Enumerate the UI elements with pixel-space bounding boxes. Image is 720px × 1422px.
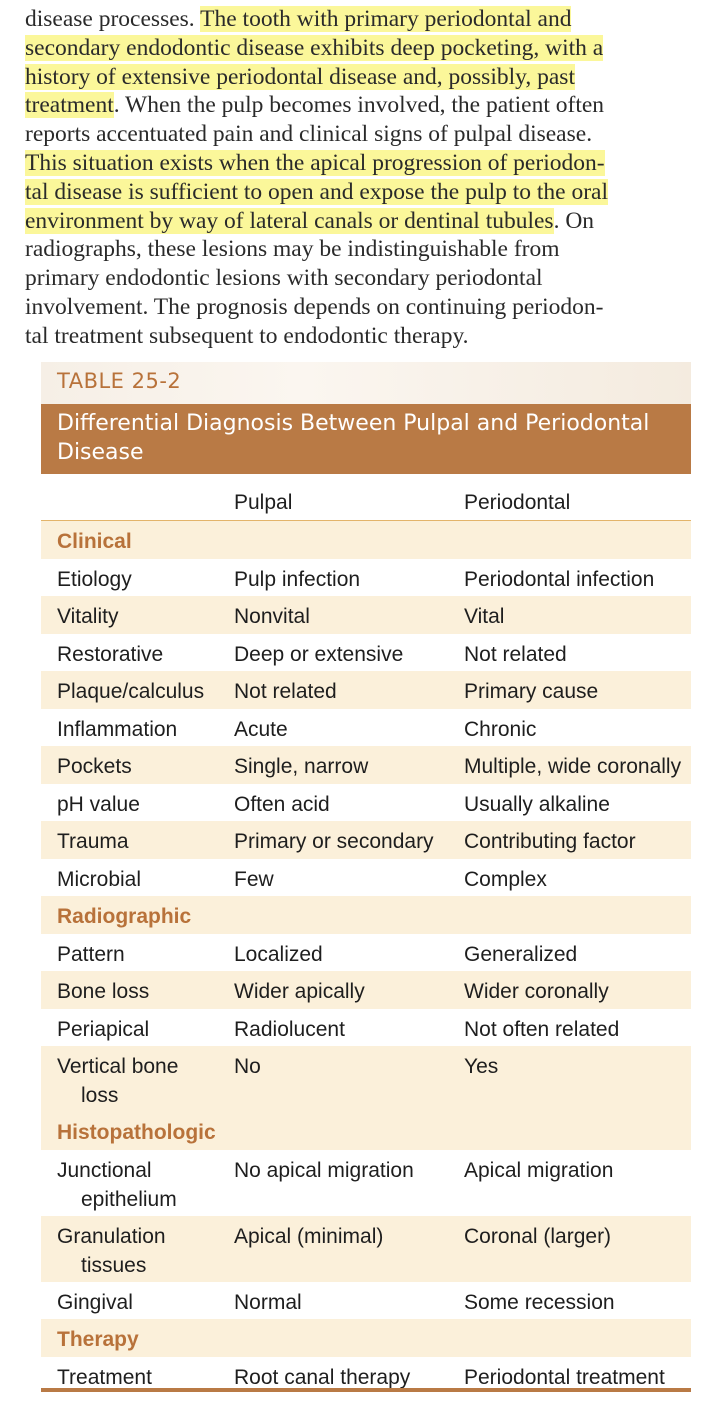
periodontal-cell: Periodontal treatment [464, 1365, 665, 1389]
section-header-row [41, 521, 691, 559]
row-label [57, 602, 118, 631]
paragraph-line [25, 63, 668, 92]
row-label [57, 940, 125, 969]
pulpal-cell: Localized [234, 942, 323, 966]
pulpal-cell: Few [234, 867, 274, 891]
column-header-pulpal: Pulpal [234, 491, 293, 514]
periodontal-cell: Chronic [464, 717, 537, 741]
row-label [57, 565, 132, 594]
paragraph-line [25, 264, 668, 293]
highlighted-text: environment by way of lateral canals or dentinal tubules [25, 207, 554, 234]
section-header-row [41, 896, 691, 934]
table-number-label: TABLE 25-2 [57, 369, 182, 393]
table-bottom-rule [41, 1388, 691, 1392]
pulpal-cell: Not related [234, 680, 337, 703]
periodontal-cell: Some recession [464, 1290, 615, 1314]
row-label-text: Plaque/calculus [57, 680, 205, 703]
pulpal-cell: Deep or extensive [234, 642, 404, 666]
highlighted-text: The tooth with primary periodontal and [200, 6, 572, 32]
section-header-row [41, 1112, 691, 1150]
paragraph-text: reports accentuated pain and clinical signs of pulpal disease. [25, 121, 593, 148]
paragraph-text: tal treatment subsequent to endodontic therapy. [25, 322, 469, 349]
pulpal-cell: No [234, 1055, 261, 1078]
row-label [57, 1222, 166, 1280]
table-row [41, 934, 691, 972]
row-label-text: Periapical [57, 1017, 150, 1041]
paragraph-line [25, 34, 668, 63]
section-title [57, 902, 191, 931]
table-row [41, 709, 691, 747]
row-label-text: Granulation [57, 1224, 166, 1248]
paragraph-line [25, 91, 668, 120]
periodontal-cell: Yes [464, 1055, 499, 1078]
table-row [41, 1046, 691, 1112]
table-row [41, 784, 691, 822]
table-row [41, 1282, 691, 1320]
paragraph-text: involvement. The prognosis depends on continuing periodon- [25, 293, 604, 320]
periodontal-cell: Multiple, wide coronally [464, 755, 682, 778]
row-label-text: Clinical [57, 530, 132, 553]
row-label-text: pH value [57, 792, 140, 816]
paragraph-text: . When the pulp becomes involved, the patient often [113, 92, 605, 119]
section-title [57, 1325, 139, 1354]
row-label-continuation: epithelium [81, 1187, 177, 1211]
row-label-text: Gingival [57, 1290, 133, 1314]
table-row [41, 671, 691, 709]
pulpal-cell: Root canal therapy [234, 1365, 411, 1389]
row-label-continuation: tissues [81, 1253, 147, 1277]
pulpal-cell: Normal [234, 1290, 302, 1314]
periodontal-cell: Vital [464, 605, 505, 628]
periodontal-cell: Not related [464, 642, 567, 666]
table-row [41, 746, 691, 784]
table-header-row [41, 480, 691, 521]
table-row [41, 1009, 691, 1047]
paragraph-text: primary endodontic lesions with secondary periodontal [25, 265, 543, 292]
table-row [41, 596, 691, 634]
row-label [57, 1156, 177, 1214]
periodontal-cell: Usually alkaline [464, 792, 610, 816]
periodontal-cell: Contributing factor [464, 830, 636, 853]
periodontal-cell: Complex [464, 867, 547, 891]
row-label [57, 715, 177, 744]
pulpal-cell: Apical (minimal) [234, 1224, 384, 1248]
row-label-text: Therapy [57, 1328, 139, 1351]
diagnosis-table [41, 480, 691, 1394]
pulpal-cell: Wider apically [234, 980, 365, 1003]
row-label-text: Junctional [57, 1158, 152, 1182]
row-label [57, 790, 140, 819]
row-label-text: Vertical bone [57, 1055, 179, 1078]
row-label-continuation: loss [81, 1084, 119, 1107]
paragraph-line [25, 178, 668, 207]
table-row [41, 1216, 691, 1282]
row-label-text: Inflammation [57, 717, 178, 741]
table-row [41, 821, 691, 859]
row-label-text: Pattern [57, 942, 125, 966]
section-title [57, 527, 132, 556]
periodontal-cell: Periodontal infection [464, 567, 655, 591]
periodontal-cell: Primary cause [464, 680, 599, 703]
periodontal-cell: Coronal (larger) [464, 1224, 612, 1248]
highlighted-text: history of extensive periodontal disease and, possibly, past [25, 63, 575, 90]
row-label-text: Microbial [57, 867, 142, 891]
pulpal-cell: Pulp infection [234, 567, 361, 591]
table-body [41, 521, 691, 1394]
table-row [41, 634, 691, 672]
row-label-text: Etiology [57, 567, 132, 591]
row-label-text: Trauma [57, 830, 129, 853]
row-label [57, 677, 204, 706]
table-row [41, 559, 691, 597]
row-label [57, 827, 129, 856]
highlighted-text: This situation exists when the apical progression of periodon- [25, 149, 605, 176]
row-label [57, 752, 132, 781]
paragraph-line [25, 293, 668, 322]
row-label [57, 1052, 178, 1110]
row-label-text: Pockets [57, 755, 132, 778]
pulpal-cell: Radiolucent [234, 1017, 345, 1041]
row-label-text: Treatment [57, 1365, 152, 1389]
paragraph-text: disease processes. [25, 6, 201, 32]
highlighted-text: treatment [25, 92, 114, 119]
highlighted-text: tal disease is sufficient to open and expose the pulp to the oral [25, 178, 609, 205]
periodontal-cell: Apical migration [464, 1158, 614, 1182]
table-row [41, 971, 691, 1009]
pulpal-cell: Single, narrow [234, 755, 369, 778]
table-row [41, 1150, 691, 1216]
row-label-text: Histopathologic [57, 1121, 216, 1144]
row-label [57, 865, 141, 894]
pulpal-cell: Acute [234, 717, 288, 741]
row-label-text: Vitality [57, 605, 119, 628]
column-header-periodontal: Periodontal [464, 491, 571, 514]
row-label [57, 640, 163, 669]
periodontal-cell: Not often related [464, 1017, 620, 1041]
row-label-text: Bone loss [57, 980, 150, 1003]
periodontal-cell: Generalized [464, 942, 578, 966]
paragraph-text: radiographs, these lesions may be indistinguishable from [25, 236, 560, 263]
pulpal-cell: Often acid [234, 792, 330, 816]
row-label [57, 977, 149, 1006]
highlighted-text: secondary endodontic disease exhibits deep pocketing, with a [25, 34, 604, 61]
periodontal-cell: Wider coronally [464, 980, 609, 1003]
pulpal-cell: Primary or secondary [234, 830, 434, 853]
row-label [57, 1288, 133, 1317]
paragraph-line [25, 149, 668, 178]
pulpal-cell: Nonvital [234, 605, 310, 628]
table-row [41, 859, 691, 897]
paragraph-line [25, 120, 668, 149]
row-label-text: Radiographic [57, 905, 192, 928]
section-title [57, 1118, 216, 1147]
body-paragraph [25, 5, 668, 351]
row-label [57, 1015, 149, 1044]
paragraph-line [25, 235, 668, 264]
table-title: Differential Diagnosis Between Pulpal and Periodontal Disease [57, 411, 650, 465]
row-label-text: Restorative [57, 642, 164, 666]
paragraph-text: . On [553, 207, 595, 234]
section-header-row [41, 1319, 691, 1357]
paragraph-line [25, 322, 668, 351]
paragraph-line [25, 207, 668, 236]
pulpal-cell: No apical migration [234, 1158, 414, 1182]
paragraph-line [25, 5, 668, 34]
